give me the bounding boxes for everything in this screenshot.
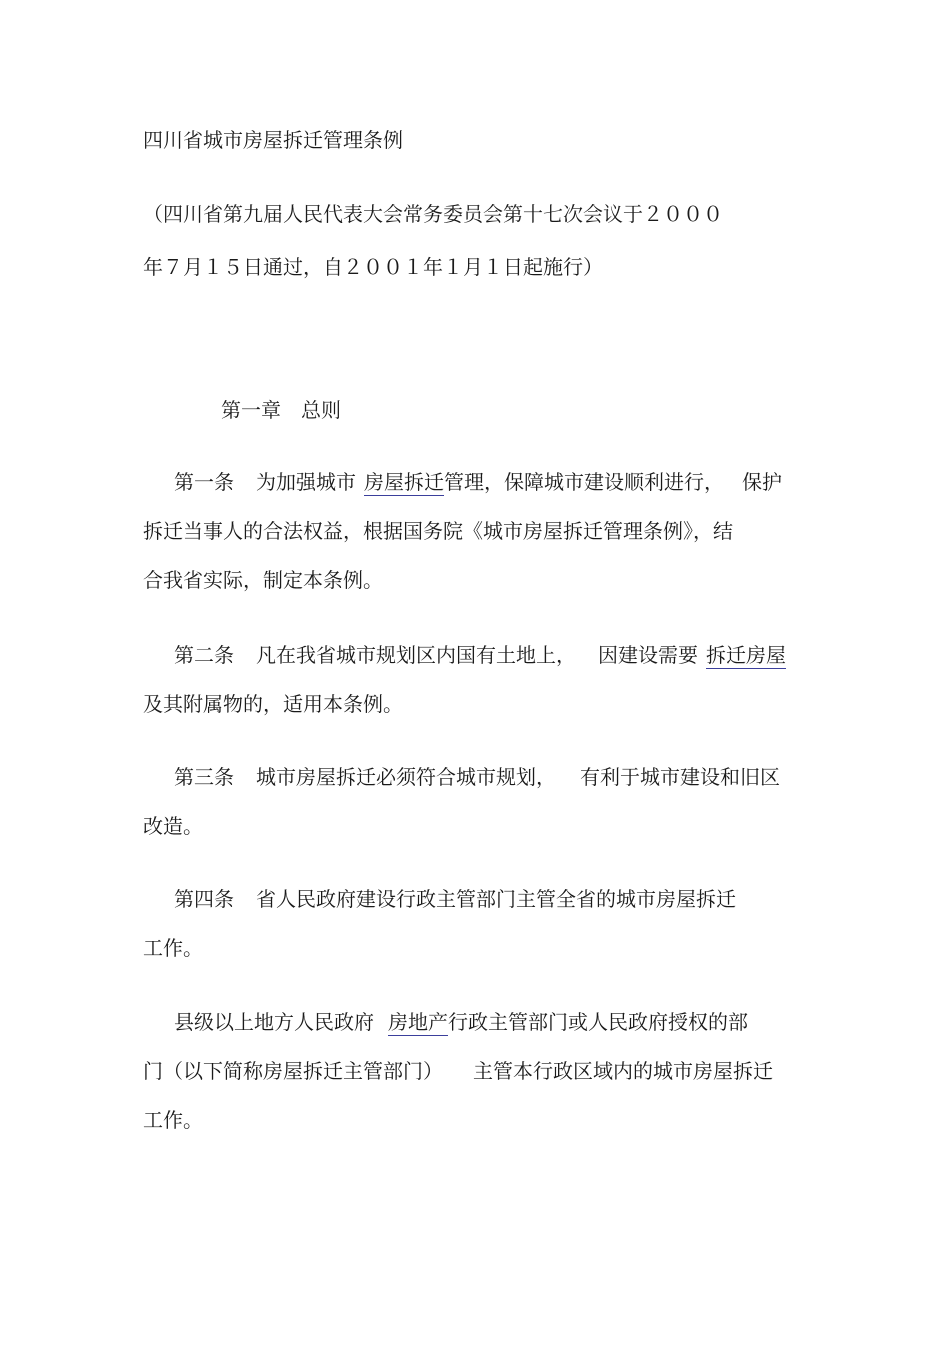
article-3-text-b: 有利于城市建设和旧区 xyxy=(580,765,780,789)
article-3-label: 第三条 xyxy=(174,765,234,789)
article-4-para-2-line-2 xyxy=(143,1059,773,1083)
article-1-line-1 xyxy=(174,470,782,494)
article-2-text-b: 因建设需要 xyxy=(598,643,698,667)
article-4-para-2-text-b: 行政主管部门或人民政府授权的部 xyxy=(448,1010,748,1034)
article-2-text-a: 凡在我省城市规划区内国有土地上， xyxy=(256,643,576,667)
article-4-line-1 xyxy=(174,887,736,911)
article-1-line-2: 拆迁当事人的合法权益，根据国务院《城市房屋拆迁管理条例》，结 xyxy=(143,519,733,543)
document-title: 四川省城市房屋拆迁管理条例 xyxy=(143,128,403,152)
link-demolish-houses[interactable]: 拆迁房屋 xyxy=(706,643,786,667)
article-4-para-2-text-d: 主管本行政区域内的城市房屋拆迁 xyxy=(473,1059,773,1083)
article-3-line-2: 改造。 xyxy=(143,814,203,838)
article-3-text-a: 城市房屋拆迁必须符合城市规划， xyxy=(256,765,556,789)
article-2-line-2: 及其附属物的，适用本条例。 xyxy=(143,692,403,716)
article-3-line-1 xyxy=(174,765,780,789)
article-1-line-3: 合我省实际，制定本条例。 xyxy=(143,568,383,592)
article-1-label: 第一条 xyxy=(174,470,234,494)
article-4-label: 第四条 xyxy=(174,887,234,911)
article-4-line-2: 工作。 xyxy=(143,936,203,960)
article-4-para-2-text-c: 门（以下简称房屋拆迁主管部门） xyxy=(143,1059,443,1083)
article-1-text-c: 保护 xyxy=(742,470,782,494)
link-real-estate[interactable]: 房地产 xyxy=(388,1010,448,1034)
link-house-demolition[interactable]: 房屋拆迁 xyxy=(364,470,444,494)
subtitle-line-1: （四川省第九届人民代表大会常务委员会第十七次会议于２０００ xyxy=(143,202,723,226)
article-4-para-2-line-1 xyxy=(174,1010,748,1034)
chapter-heading: 第一章 总则 xyxy=(221,398,341,422)
article-4-para-2-text-a: 县级以上地方人民政府 xyxy=(174,1010,374,1034)
article-2-line-1 xyxy=(174,643,786,667)
article-4-para-2-line-3: 工作。 xyxy=(143,1108,203,1132)
article-2-label: 第二条 xyxy=(174,643,234,667)
article-1-text-b: 管理，保障城市建设顺利进行， xyxy=(444,470,724,494)
article-4-text-a: 省人民政府建设行政主管部门主管全省的城市房屋拆迁 xyxy=(256,887,736,911)
article-1-text-a: 为加强城市 xyxy=(256,470,356,494)
subtitle-line-2: 年７月１５日通过，自２００１年１月１日起施行） xyxy=(143,255,603,279)
